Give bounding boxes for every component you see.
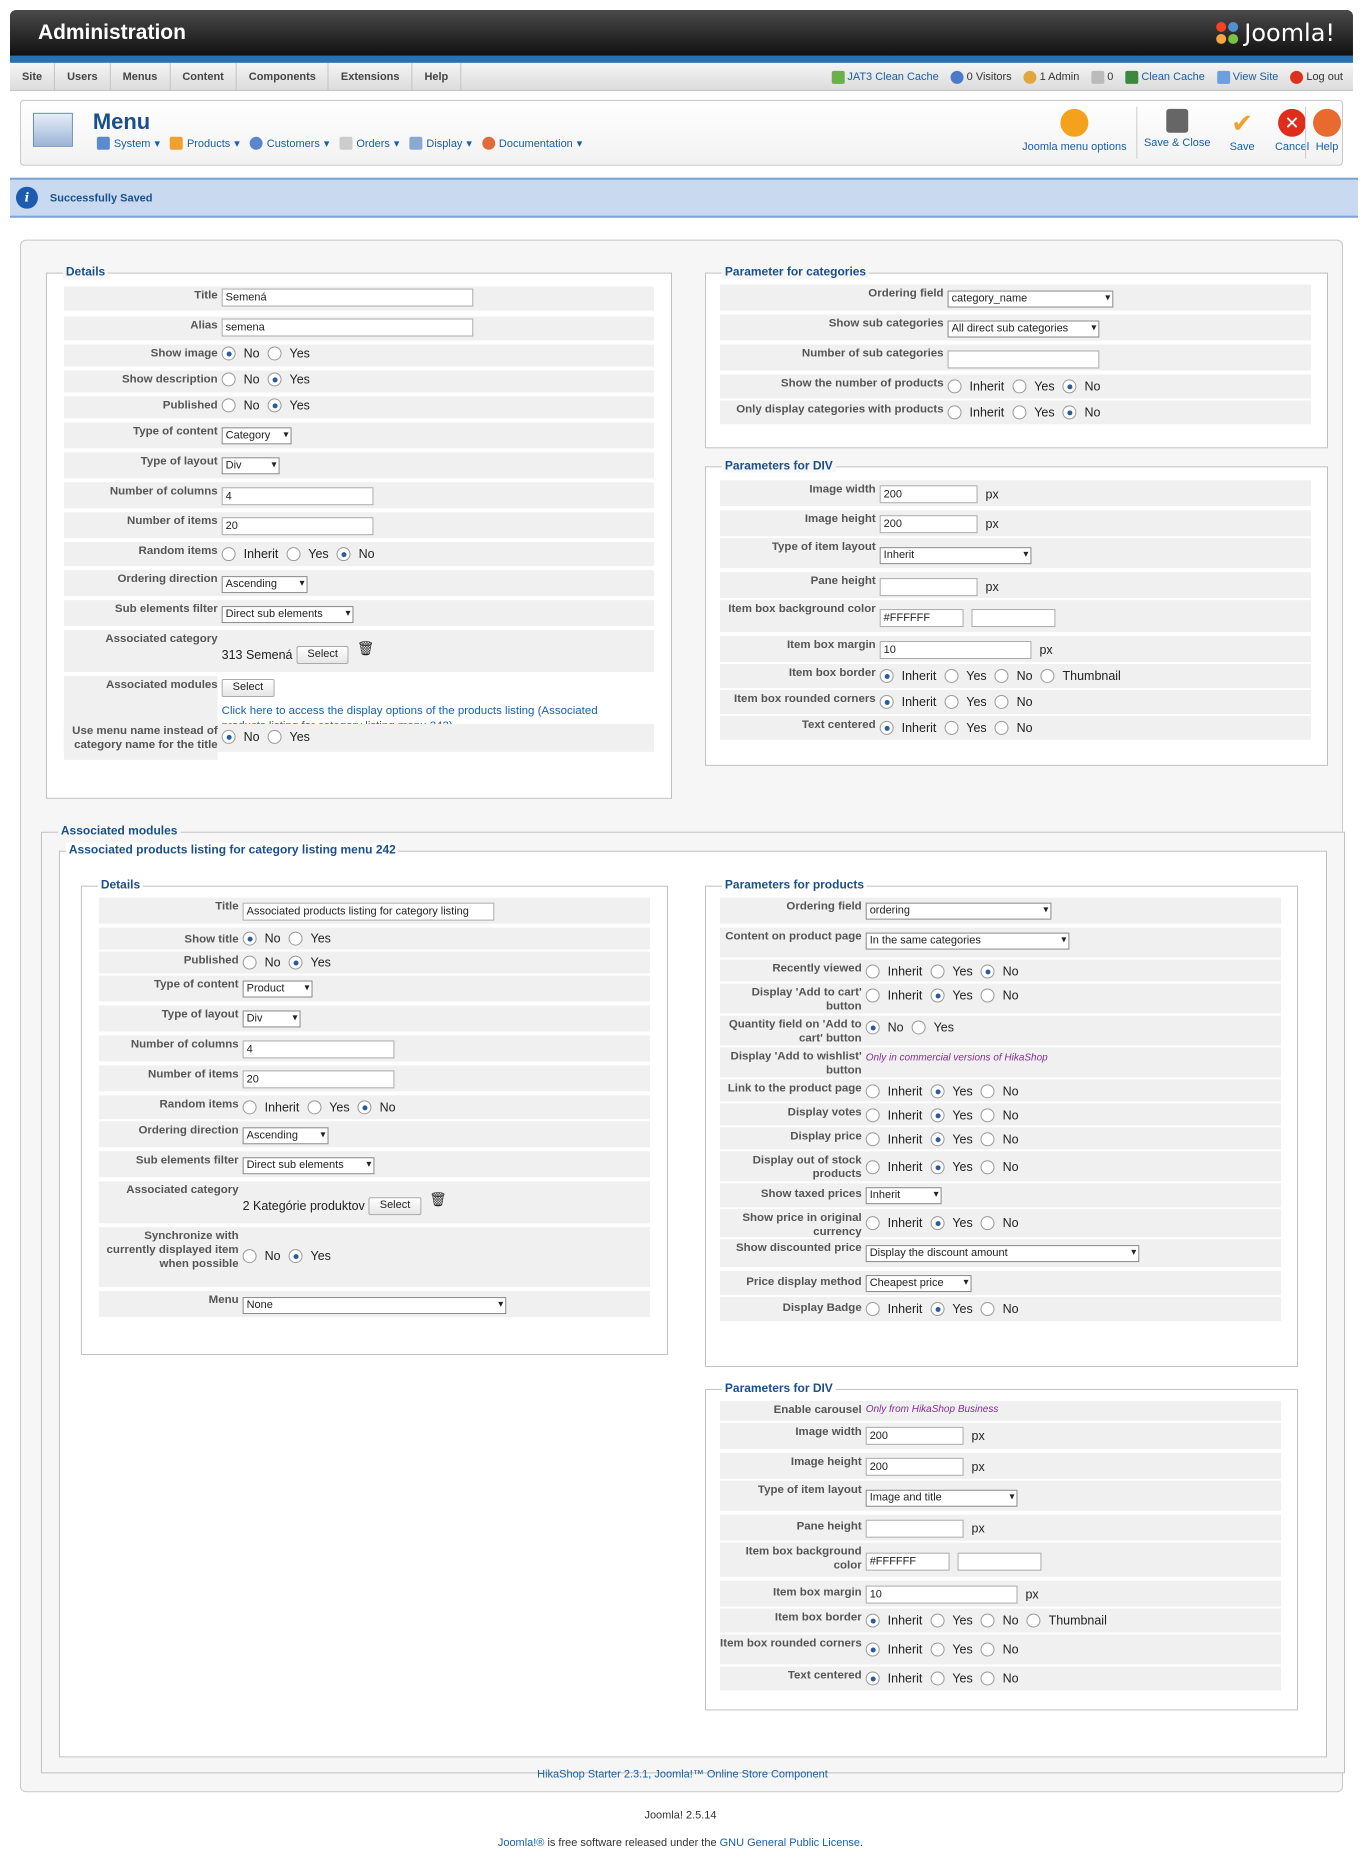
quantity-no-radio[interactable] — [866, 1020, 880, 1034]
assoc-type-content-select[interactable]: Product ▾ — [243, 981, 313, 998]
joomla-version: Joomla! 2.5.14 — [644, 1809, 717, 1822]
assoc-type-content-label: Type of content — [154, 978, 239, 991]
price-method-select[interactable]: Cheapest price ▾ — [866, 1275, 972, 1292]
menu-help[interactable]: Help — [412, 63, 461, 91]
badge-inherit-radio[interactable] — [866, 1302, 880, 1316]
license-period: . — [860, 1837, 864, 1850]
show-desc-yes-radio[interactable] — [268, 372, 282, 386]
assoc-title-label: Title — [215, 900, 239, 913]
assoc-category-label: Associated category — [105, 633, 218, 646]
assoc-products-legend: Associated products listing for category listing menu 242 — [66, 843, 399, 857]
price-method-label: Price display method — [746, 1276, 862, 1289]
menu-label: Menu — [208, 1294, 239, 1307]
monitor-icon — [1217, 70, 1230, 83]
license-text: is free software released under the — [544, 1837, 720, 1850]
assoc-item-layout-select[interactable]: Image and title ▾ — [866, 1490, 1018, 1507]
price-yes-radio[interactable] — [930, 1132, 944, 1146]
view-site-link[interactable]: View Site — [1217, 70, 1279, 83]
assoc-rounded-yes-radio[interactable] — [930, 1643, 944, 1657]
assoc-border-no-radio[interactable] — [981, 1614, 995, 1628]
num-sub-label: Number of sub categories — [801, 347, 944, 360]
joomla-icon — [1214, 20, 1240, 46]
assoc-published-yes-radio[interactable] — [289, 956, 303, 970]
admin-count: 1 Admin — [1024, 70, 1080, 83]
votes-inherit-radio[interactable] — [866, 1108, 880, 1122]
prod-ordering-label: Ordering field — [786, 900, 862, 913]
lifebuoy-icon — [1313, 109, 1341, 137]
assoc-image-height-label: Image height — [790, 1455, 862, 1468]
assoc-category-value: 313 Semená — [221, 648, 293, 663]
item-layout-select[interactable]: Inherit ▾ — [880, 547, 1032, 564]
main-content — [20, 240, 1343, 1793]
margin-label: Item box margin — [786, 639, 876, 652]
num-columns-label: Number of columns — [109, 485, 218, 498]
info-icon: i — [16, 187, 38, 209]
menu-bar — [10, 63, 1353, 91]
show-image-no-radio[interactable] — [222, 346, 236, 360]
assoc-centered-label: Text centered — [787, 1669, 862, 1682]
assoc-sub-filter-label: Sub elements filter — [135, 1154, 239, 1167]
menu-components[interactable]: Components — [237, 63, 329, 91]
page-title: Menu — [92, 108, 151, 134]
users-icon — [951, 70, 964, 83]
carousel-note: Only from HikaShop Business — [865, 1403, 999, 1415]
only-display-inherit-radio[interactable] — [948, 405, 962, 419]
cat-ordering-select[interactable]: category_name ▾ — [948, 291, 1114, 308]
show-num-inherit-radio[interactable] — [948, 379, 962, 393]
assoc-rounded-inherit-radio[interactable] — [866, 1643, 880, 1657]
sub-filter-label: Sub elements filter — [114, 603, 218, 616]
assoc-margin-label: Item box margin — [773, 1586, 862, 1599]
rounded-yes-radio[interactable] — [944, 695, 958, 709]
show-num-yes-radio[interactable] — [1012, 379, 1026, 393]
badge-label: Display Badge — [782, 1302, 862, 1315]
stock-no-radio[interactable] — [981, 1160, 995, 1174]
assoc-ordering-label: Ordering direction — [138, 1124, 239, 1137]
header-title: Administration — [37, 20, 186, 44]
cache-icon — [831, 70, 844, 83]
show-num-no-radio[interactable] — [1063, 379, 1077, 393]
stock-yes-radio[interactable] — [930, 1160, 944, 1174]
trash-icon[interactable]: 🗑 — [429, 1190, 448, 1207]
quantity-yes-radio[interactable] — [912, 1020, 926, 1034]
assoc-category-label: Associated category — [126, 1184, 239, 1197]
pane-height-label: Pane height — [810, 575, 876, 588]
image-height-input[interactable]: 200 — [880, 515, 978, 533]
assoc-num-columns-label: Number of columns — [130, 1038, 239, 1051]
details-legend: Details — [63, 265, 108, 279]
assoc-div-legend: Parameters for DIV — [722, 1381, 836, 1395]
assoc-type-layout-label: Type of layout — [161, 1008, 239, 1021]
assoc-centered-yes-radio[interactable] — [930, 1671, 944, 1685]
num-sub-input[interactable] — [948, 350, 1100, 368]
joomla-logo — [1214, 19, 1335, 47]
link-no-radio[interactable] — [981, 1084, 995, 1098]
assoc-pane-height-input[interactable] — [866, 1520, 964, 1538]
assoc-category-select-button-2[interactable]: Select — [369, 1197, 421, 1215]
assoc-image-width-input[interactable]: 200 — [866, 1427, 964, 1445]
use-menu-name-no-radio[interactable] — [222, 730, 236, 744]
box-icon — [170, 137, 183, 150]
sync-yes-radio[interactable] — [289, 1249, 303, 1263]
image-width-label: Image width — [809, 483, 876, 496]
published-yes-radio[interactable] — [268, 398, 282, 412]
menu-page-icon — [33, 113, 73, 147]
trash-icon[interactable]: 🗑 — [356, 639, 375, 656]
menu-select[interactable]: None ▾ — [243, 1297, 507, 1314]
carousel-label: Enable carousel — [773, 1403, 862, 1416]
cart-inherit-radio[interactable] — [866, 989, 880, 1003]
assoc-modules-label: Associated modules — [105, 678, 218, 691]
price-no-radio[interactable] — [981, 1132, 995, 1146]
random-items-label: Random items — [138, 545, 218, 558]
random-inherit-radio[interactable] — [222, 547, 236, 561]
assoc-rounded-label: Item box rounded corners — [720, 1637, 862, 1650]
centered-label: Text centered — [801, 718, 876, 731]
lifebuoy-icon — [482, 137, 495, 150]
toolbar — [20, 100, 1343, 166]
centered-inherit-radio[interactable] — [880, 721, 894, 735]
assoc-pane-height-label: Pane height — [796, 1520, 862, 1533]
submenu-orders[interactable]: Orders ▾ — [339, 137, 399, 150]
image-width-input[interactable]: 200 — [880, 485, 978, 503]
rounded-label: Item box rounded corners — [734, 692, 876, 705]
header-stripe — [10, 56, 1353, 63]
assoc-rounded-no-radio[interactable] — [981, 1643, 995, 1657]
submenu-customers[interactable]: Customers ▾ — [250, 137, 330, 150]
menu-menus[interactable]: Menus — [111, 63, 171, 91]
published-label: Published — [162, 399, 218, 412]
badge-yes-radio[interactable] — [930, 1302, 944, 1316]
bg-color-label: Item box background color — [728, 603, 876, 616]
assoc-image-height-input[interactable]: 200 — [866, 1458, 964, 1476]
currency-no-radio[interactable] — [981, 1216, 995, 1230]
random-no-radio[interactable] — [337, 547, 351, 561]
broom-icon — [1125, 70, 1138, 83]
rounded-no-radio[interactable] — [995, 695, 1009, 709]
assoc-num-items-label: Number of items — [148, 1068, 239, 1081]
assoc-border-yes-radio[interactable] — [930, 1614, 944, 1628]
only-display-yes-radio[interactable] — [1012, 405, 1026, 419]
type-layout-select[interactable]: Div ▾ — [222, 457, 280, 474]
assoc-category-select-button[interactable]: Select — [296, 646, 348, 664]
recent-inherit-radio[interactable] — [866, 965, 880, 979]
rounded-inherit-radio[interactable] — [880, 695, 894, 709]
assoc-margin-input[interactable]: 10 — [866, 1586, 1018, 1604]
synchronize-label: Synchronize with currently displayed item when possible — [106, 1230, 239, 1271]
title-label: Title — [194, 289, 218, 302]
show-image-yes-radio[interactable] — [268, 346, 282, 360]
orders-icon — [339, 137, 352, 150]
num-items-label: Number of items — [127, 515, 218, 528]
jat3-clean-cache-link[interactable]: JAT3 Clean Cache — [831, 70, 938, 83]
currency-inherit-radio[interactable] — [866, 1216, 880, 1230]
floppy-icon — [1166, 109, 1188, 133]
border-no-radio[interactable] — [995, 669, 1009, 683]
num-columns-input[interactable]: 4 — [222, 487, 374, 505]
show-sub-label: Show sub categories — [828, 317, 944, 330]
assoc-border-inherit-radio[interactable] — [866, 1614, 880, 1628]
cat-params-form: Ordering field category_name ▾ Show sub categories All direct sub categories ▾ Number of sub categories Show the number of products Inherit Yes No Only display categories with products Inherit Yes No — [720, 285, 1311, 435]
menu-content[interactable]: Content — [170, 63, 236, 91]
help-button[interactable]: Help — [1309, 109, 1345, 153]
checkmark-icon: ✔ — [1231, 107, 1254, 138]
show-description-label: Show description — [121, 373, 218, 386]
border-thumbnail-radio[interactable] — [1041, 669, 1055, 683]
type-content-select[interactable]: Category ▾ — [222, 427, 292, 444]
license-notice — [0, 1837, 1361, 1849]
cancel-button[interactable]: ✕ Cancel — [1267, 109, 1317, 153]
up-arrow-icon — [1060, 109, 1088, 137]
border-yes-radio[interactable] — [944, 669, 958, 683]
item-layout-label: Type of item layout — [771, 541, 876, 554]
system-message — [10, 178, 1358, 218]
assoc-details-legend: Details — [98, 878, 143, 892]
pane-height-input[interactable] — [880, 578, 978, 596]
votes-no-radio[interactable] — [981, 1108, 995, 1122]
border-inherit-radio[interactable] — [880, 669, 894, 683]
recent-yes-radio[interactable] — [930, 965, 944, 979]
assoc-border-label: Item box border — [774, 1611, 862, 1624]
clean-cache-link[interactable]: Clean Cache — [1125, 70, 1204, 83]
show-sub-select[interactable]: All direct sub categories ▾ — [948, 321, 1100, 338]
assoc-modules-select-button[interactable]: Select — [222, 679, 274, 697]
save-close-button[interactable]: Save & Close — [1137, 109, 1217, 149]
original-currency-label: Show price in original currency — [742, 1212, 862, 1239]
submenu-documentation[interactable]: Documentation ▾ — [482, 137, 582, 150]
border-label: Item box border — [788, 666, 876, 679]
content-on-page-select[interactable]: In the same categories ▾ — [866, 933, 1070, 950]
menu-site[interactable]: Site — [10, 63, 55, 91]
assoc-bg-color-preview[interactable] — [958, 1553, 1042, 1571]
cart-yes-radio[interactable] — [930, 989, 944, 1003]
assoc-item-layout-label: Type of item layout — [757, 1483, 862, 1496]
gpl-link[interactable]: GNU General Public License — [719, 1837, 861, 1850]
show-image-label: Show image — [150, 347, 218, 360]
hikashop-submenu — [97, 137, 582, 150]
title-input[interactable]: Semená — [222, 289, 474, 307]
alias-input[interactable]: semena — [222, 319, 474, 337]
random-yes-radio[interactable] — [286, 547, 300, 561]
joomla-menu-options-button[interactable]: Joomla menu options — [1019, 109, 1129, 153]
use-menu-name-yes-radio[interactable] — [268, 730, 282, 744]
taxed-label: Show taxed prices — [760, 1188, 862, 1201]
assoc-show-title-no-radio[interactable] — [243, 932, 257, 946]
alias-label: Alias — [190, 319, 218, 332]
link-yes-radio[interactable] — [930, 1084, 944, 1098]
discounted-select[interactable]: Display the discount amount ▾ — [866, 1245, 1140, 1262]
published-no-radio[interactable] — [222, 398, 236, 412]
submenu-display[interactable]: Display ▾ — [409, 137, 472, 150]
products-params-legend: Parameters for products — [722, 878, 867, 892]
assoc-random-no-radio[interactable] — [358, 1100, 372, 1114]
num-items-input[interactable]: 20 — [222, 517, 374, 535]
votes-yes-radio[interactable] — [930, 1108, 944, 1122]
power-icon — [1290, 70, 1303, 83]
assoc-num-items-input[interactable]: 20 — [243, 1070, 395, 1088]
assoc-image-width-label: Image width — [795, 1425, 862, 1438]
cart-no-radio[interactable] — [981, 989, 995, 1003]
out-of-stock-label: Display out of stock products — [752, 1154, 862, 1181]
type-content-label: Type of content — [133, 425, 218, 438]
sync-no-radio[interactable] — [243, 1249, 257, 1263]
display-icon — [409, 137, 422, 150]
div-params-legend: Parameters for DIV — [722, 458, 836, 472]
badge-no-radio[interactable] — [981, 1302, 995, 1316]
display-options-link[interactable]: Click here to access the display options of the products listing (Associated — [221, 704, 598, 717]
assoc-centered-inherit-radio[interactable] — [866, 1671, 880, 1685]
wishlist-note: Only in commercial versions of HikaShop — [865, 1052, 1048, 1064]
assoc-random-label: Random items — [159, 1098, 239, 1111]
bg-color-input[interactable]: #FFFFFF — [880, 609, 964, 627]
currency-yes-radio[interactable] — [930, 1216, 944, 1230]
add-to-cart-label: Display 'Add to cart' button — [751, 986, 862, 1013]
recently-viewed-label: Recently viewed — [772, 962, 862, 975]
assoc-details-form: Title Associated products listing for category listing Show title No Yes Published No Yes Type of content Product ▾ Type of layout Div ▾ Number of columns 4 Number of items 20 Random items Inherit Yes No Ordering direction Ascending ▾ Sub elements filter Direct sub elements ▾ Associated category 2 Kategórie produktov Select 🗑 Synchronize with currently displayed item when possible No Yes Menu None ▾ — [99, 898, 650, 1337]
status-bar — [831, 63, 1343, 91]
assoc-num-columns-input[interactable]: 4 — [243, 1040, 395, 1058]
submenu-system[interactable]: System ▾ — [97, 137, 160, 150]
admin-icon — [1024, 70, 1037, 83]
menu-users[interactable]: Users — [55, 63, 110, 91]
assoc-published-label: Published — [183, 954, 239, 967]
centered-yes-radio[interactable] — [944, 721, 958, 735]
link-inherit-radio[interactable] — [866, 1084, 880, 1098]
sub-filter-select[interactable]: Direct sub elements ▾ — [222, 606, 354, 623]
assoc-centered-no-radio[interactable] — [981, 1671, 995, 1685]
recent-no-radio[interactable] — [981, 965, 995, 979]
type-layout-label: Type of layout — [140, 455, 218, 468]
assoc-bg-color-label: Item box background color — [745, 1545, 862, 1572]
assoc-modules-legend: Associated modules — [58, 824, 181, 838]
assoc-category-value-2: 2 Kategórie produktov — [242, 1199, 365, 1214]
wishlist-label: Display 'Add to wishlist' button — [730, 1050, 862, 1077]
link-page-label: Link to the product page — [727, 1082, 862, 1095]
logo-text: Joomla! — [1244, 18, 1335, 47]
component-footer[interactable]: HikaShop Starter 2.3.1, Joomla!™ Online Store Component — [537, 1768, 828, 1781]
details-form: Title Semená Alias semena Show image No Yes Show description No Yes Published No Yes Type of content Category ▾ Type of layout Div ▾ Number of columns 4 Number of items 20 Random items Inherit Yes No Ordering direction Ascending ▾ Sub elements filter Direct sub elements ▾ Associated category 313 Semená Select 🗑 Associated modules Select Click here to access the display options of the products listing (Associated Use menu name instead of category name for the title No Yes — [64, 287, 654, 786]
assoc-show-title-label: Show title — [184, 933, 239, 946]
show-num-products-label: Show the number of products — [780, 377, 944, 390]
assoc-title-input[interactable]: Associated products listing for category listing — [243, 903, 495, 921]
success-message: Successfully Saved — [49, 192, 153, 205]
assoc-sub-filter-select[interactable]: Direct sub elements ▾ — [243, 1157, 375, 1174]
assoc-type-layout-select[interactable]: Div ▾ — [243, 1010, 301, 1027]
logout-link[interactable]: Log out — [1290, 70, 1343, 83]
header-bar — [10, 10, 1353, 56]
margin-input[interactable]: 10 — [880, 641, 1032, 659]
ordering-direction-label: Ordering direction — [117, 573, 218, 586]
quantity-label: Quantity field on 'Add to cart' button — [728, 1018, 862, 1045]
show-desc-no-radio[interactable] — [222, 372, 236, 386]
cat-params-legend: Parameter for categories — [722, 265, 869, 279]
ordering-direction-select[interactable]: Ascending ▾ — [222, 576, 308, 593]
assoc-show-title-yes-radio[interactable] — [289, 932, 303, 946]
content-on-page-label: Content on product page — [725, 930, 862, 943]
prod-ordering-select[interactable]: ordering ▾ — [866, 903, 1052, 920]
users-icon — [250, 137, 263, 150]
visitors-count: 0 Visitors — [951, 70, 1012, 83]
image-height-label: Image height — [804, 513, 876, 526]
assoc-random-yes-radio[interactable] — [307, 1100, 321, 1114]
tools-icon — [97, 137, 110, 150]
mail-icon — [1091, 70, 1104, 83]
use-menu-name-label: Use menu name instead of category name for the title — [72, 724, 218, 751]
assoc-border-thumbnail-radio[interactable] — [1027, 1614, 1041, 1628]
only-display-label: Only display categories with products — [736, 403, 944, 416]
price-inherit-radio[interactable] — [866, 1132, 880, 1146]
votes-label: Display votes — [787, 1106, 862, 1119]
centered-no-radio[interactable] — [995, 721, 1009, 735]
price-label: Display price — [790, 1130, 862, 1143]
assoc-bg-color-input[interactable]: #FFFFFF — [866, 1553, 950, 1571]
close-icon: ✕ — [1278, 109, 1306, 137]
save-button[interactable]: ✔ Save — [1229, 107, 1255, 153]
menu-extensions[interactable]: Extensions — [329, 63, 413, 91]
assoc-random-inherit-radio[interactable] — [243, 1100, 257, 1114]
assoc-ordering-select[interactable]: Ascending ▾ — [243, 1127, 329, 1144]
joomla-link[interactable]: Joomla!® — [497, 1837, 545, 1850]
messages-count[interactable]: 0 — [1091, 70, 1113, 83]
only-display-no-radio[interactable] — [1063, 405, 1077, 419]
taxed-select[interactable]: Inherit ▾ — [866, 1187, 942, 1204]
submenu-products[interactable]: Products ▾ — [170, 137, 240, 150]
discounted-label: Show discounted price — [736, 1242, 862, 1255]
stock-inherit-radio[interactable] — [866, 1160, 880, 1174]
products-params-form: Ordering field ordering ▾ Content on product page In the same categories ▾ Recently viewed Inherit Yes No Display 'Add to cart' button Inherit Yes No Quantity field on 'Add to cart' button No Yes Display 'Add to wishlist' button Only in commercial versions of HikaShop Link to the product page Inherit Yes No Display votes Inherit Yes No Display price Inherit Yes No Display out of stock products Inherit Yes No Show taxed prices Inherit ▾ Show price in original currency Inherit Yes No Show discounted price Display the discount amount ▾ Price display method Cheapest price ▾ Display Badge Inherit Yes No — [720, 898, 1281, 1357]
div-params-form: Image width 200 px Image height 200 px Type of item layout Inherit ▾ Pane height px Item box background color #FFFFFF Item box margin 10 px Item box border Inherit Yes No Thumbnail Item box rounded corners Inherit Yes No Text centered Inherit Yes No — [720, 480, 1311, 755]
assoc-published-no-radio[interactable] — [243, 956, 257, 970]
assoc-div-form: Enable carousel Only from HikaShop Business Image width 200 px Image height 200 px Type of item layout Image and title ▾ Pane height px Item box background color #FFFFFF Item box margin 10 px Item box border Inherit Yes No Thumbnail Item box rounded corners Inherit Yes No Text centered Inherit Yes No — [720, 1401, 1281, 1701]
bg-color-preview[interactable] — [972, 609, 1056, 627]
cat-ordering-label: Ordering field — [868, 287, 944, 300]
